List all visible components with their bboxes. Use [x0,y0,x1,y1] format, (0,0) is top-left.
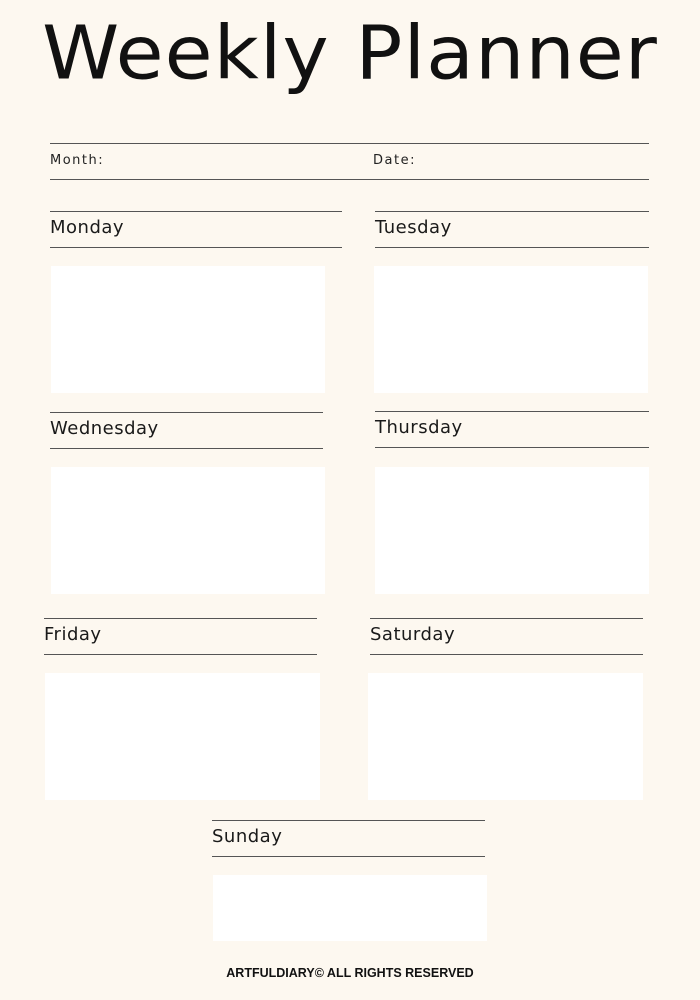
note-box-saturday[interactable] [368,673,643,800]
note-box-wednesday[interactable] [51,467,325,594]
day-header-wednesday [50,412,323,449]
month-date-row [50,143,649,180]
day-label-saturday: Saturday [370,624,456,645]
day-label-monday: Monday [50,217,125,238]
day-header-monday [50,211,342,248]
note-box-monday[interactable] [51,266,325,393]
page-title: Weekly Planner [42,11,658,97]
day-label-sunday: Sunday [212,826,283,847]
day-label-wednesday: Wednesday [50,418,159,439]
month-label: Month: [50,153,105,168]
note-box-tuesday[interactable] [374,266,648,393]
copyright-footer: ARTFULDIARY© ALL RIGHTS RESERVED [226,966,474,980]
date-label: Date: [373,153,416,168]
day-label-tuesday: Tuesday [375,217,452,238]
note-box-sunday[interactable] [213,875,487,941]
day-label-friday: Friday [44,624,102,645]
day-header-sunday [212,820,485,857]
note-box-thursday[interactable] [375,467,649,594]
day-header-saturday [370,618,643,655]
note-box-friday[interactable] [45,673,320,800]
day-label-thursday: Thursday [375,417,463,438]
day-header-friday [44,618,317,655]
day-header-thursday [375,411,649,448]
day-header-tuesday [375,211,649,248]
